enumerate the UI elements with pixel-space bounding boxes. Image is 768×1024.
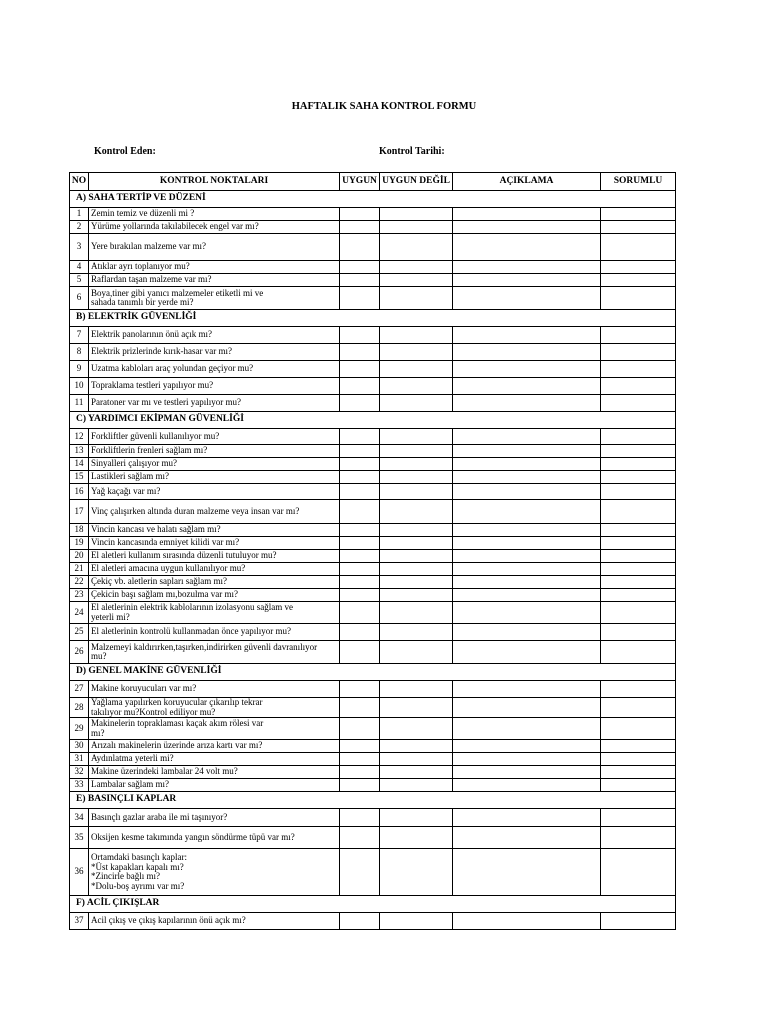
uygun-degil-cell[interactable]	[380, 718, 453, 740]
item-no: 7	[70, 327, 89, 344]
table-row	[70, 500, 676, 524]
item-no: 22	[70, 576, 89, 589]
item-no: 32	[70, 766, 89, 779]
item-text: Paratoner var mı ve testleri yapılıyor mu?	[89, 395, 340, 412]
uygun-degil-cell[interactable]	[380, 624, 453, 641]
kontrol-tarihi-label: Kontrol Tarihi:	[379, 146, 445, 157]
aciklama-cell[interactable]	[453, 274, 601, 287]
item-no: 14	[70, 458, 89, 471]
sorumlu-cell[interactable]	[601, 395, 676, 412]
aciklama-cell[interactable]	[453, 809, 601, 827]
item-text: Boya,tiner gibi yanıcı malzemeler etiketli mi ve sahada tanımlı bir yerde mi?	[89, 287, 340, 310]
table-row	[70, 378, 676, 395]
uygun-degil-cell[interactable]	[380, 576, 453, 589]
sorumlu-cell[interactable]	[601, 849, 676, 896]
uygun-cell[interactable]	[340, 779, 380, 792]
item-no: 15	[70, 471, 89, 484]
section-title: C) YARDIMCI EKİPMAN GÜVENLİĞİ	[70, 412, 676, 429]
sorumlu-cell[interactable]	[601, 589, 676, 602]
item-no: 11	[70, 395, 89, 412]
item-text: Lambalar sağlam mı?	[89, 779, 340, 792]
section-row	[70, 792, 676, 809]
sorumlu-cell[interactable]	[601, 576, 676, 589]
table-row	[70, 681, 676, 698]
sorumlu-cell[interactable]	[601, 913, 676, 930]
sorumlu-cell[interactable]	[601, 766, 676, 779]
item-no: 16	[70, 484, 89, 500]
uygun-cell[interactable]	[340, 602, 380, 624]
sorumlu-cell[interactable]	[601, 753, 676, 766]
uygun-degil-cell[interactable]	[380, 395, 453, 412]
table-row	[70, 602, 676, 624]
sorumlu-cell[interactable]	[601, 827, 676, 849]
aciklama-cell[interactable]	[453, 641, 601, 664]
item-text: Makine üzerindeki lambalar 24 volt mu?	[89, 766, 340, 779]
uygun-degil-cell[interactable]	[380, 779, 453, 792]
item-text: El aletleri kullanım sırasında düzenli tutuluyor mu?	[89, 550, 340, 563]
uygun-degil-cell[interactable]	[380, 563, 453, 576]
item-text: Acil çıkış ve çıkış kapılarının önü açık mı?	[89, 913, 340, 930]
item-no: 10	[70, 378, 89, 395]
section-title: E) BASINÇLI KAPLAR	[70, 792, 676, 809]
item-no: 1	[70, 208, 89, 221]
col-header-uygun-degil: UYGUN DEĞİL	[380, 173, 453, 191]
uygun-cell[interactable]	[340, 471, 380, 484]
uygun-degil-cell[interactable]	[380, 753, 453, 766]
table-row	[70, 524, 676, 537]
table-row	[70, 471, 676, 484]
aciklama-cell[interactable]	[453, 827, 601, 849]
uygun-degil-cell[interactable]	[380, 766, 453, 779]
uygun-cell[interactable]	[340, 395, 380, 412]
uygun-degil-cell[interactable]	[380, 327, 453, 344]
table-row	[70, 779, 676, 792]
sorumlu-cell[interactable]	[601, 344, 676, 361]
aciklama-cell[interactable]	[453, 681, 601, 698]
table-row	[70, 589, 676, 602]
item-text: El aletlerinin elektrik kablolarının izolasyonu sağlam ve yeterli mi?	[89, 602, 340, 624]
item-no: 2	[70, 221, 89, 234]
aciklama-cell[interactable]	[453, 234, 601, 261]
section-title: D) GENEL MAKİNE GÜVENLİĞİ	[70, 664, 676, 681]
item-no: 30	[70, 740, 89, 753]
uygun-degil-cell[interactable]	[380, 698, 453, 718]
uygun-cell[interactable]	[340, 718, 380, 740]
item-no: 21	[70, 563, 89, 576]
sorumlu-cell[interactable]	[601, 471, 676, 484]
uygun-degil-cell[interactable]	[380, 484, 453, 500]
table-row	[70, 718, 676, 740]
sorumlu-cell[interactable]	[601, 681, 676, 698]
uygun-degil-cell[interactable]	[380, 208, 453, 221]
aciklama-cell[interactable]	[453, 484, 601, 500]
table-row	[70, 740, 676, 753]
table-row	[70, 327, 676, 344]
table-row	[70, 274, 676, 287]
aciklama-cell[interactable]	[453, 698, 601, 718]
uygun-cell[interactable]	[340, 550, 380, 563]
uygun-cell[interactable]	[340, 458, 380, 471]
sorumlu-cell[interactable]	[601, 361, 676, 378]
aciklama-cell[interactable]	[453, 753, 601, 766]
uygun-cell[interactable]	[340, 589, 380, 602]
col-header-kontrol-noktalari: KONTROL NOKTALARI	[89, 173, 340, 191]
header-row	[70, 173, 676, 191]
item-text: El aletleri amacına uygun kullanılıyor mu?	[89, 563, 340, 576]
item-no: 37	[70, 913, 89, 930]
aciklama-cell[interactable]	[453, 445, 601, 458]
item-text: Oksijen kesme takımında yangın söndürme tüpü var mı?	[89, 827, 340, 849]
item-no: 28	[70, 698, 89, 718]
kontrol-eden-label: Kontrol Eden:	[94, 146, 156, 157]
aciklama-cell[interactable]	[453, 563, 601, 576]
section-row	[70, 664, 676, 681]
uygun-degil-cell[interactable]	[380, 287, 453, 310]
sorumlu-cell[interactable]	[601, 809, 676, 827]
table-row	[70, 344, 676, 361]
item-text: Aydınlatma yeterli mi?	[89, 753, 340, 766]
sorumlu-cell[interactable]	[601, 287, 676, 310]
item-text: Vinç çalışırken altında duran malzeme veya insan var mı?	[89, 500, 340, 524]
uygun-cell[interactable]	[340, 740, 380, 753]
uygun-cell[interactable]	[340, 827, 380, 849]
uygun-cell[interactable]	[340, 274, 380, 287]
uygun-degil-cell[interactable]	[380, 550, 453, 563]
item-no: 31	[70, 753, 89, 766]
uygun-degil-cell[interactable]	[380, 809, 453, 827]
item-no: 3	[70, 234, 89, 261]
item-text: Elektrik prizlerinde kırık-hasar var mı?	[89, 344, 340, 361]
uygun-degil-cell[interactable]	[380, 524, 453, 537]
aciklama-cell[interactable]	[453, 378, 601, 395]
section-title: B) ELEKTRİK GÜVENLİĞİ	[70, 310, 676, 327]
item-text: Makinelerin topraklaması kaçak akım rölesi var mı?	[89, 718, 340, 740]
uygun-cell[interactable]	[340, 641, 380, 664]
table-row	[70, 221, 676, 234]
uygun-cell[interactable]	[340, 698, 380, 718]
table-row	[70, 484, 676, 500]
item-no: 8	[70, 344, 89, 361]
uygun-cell[interactable]	[340, 429, 380, 445]
uygun-degil-cell[interactable]	[380, 849, 453, 896]
item-text: Yürüme yollarında takılabilecek engel var mı?	[89, 221, 340, 234]
item-no: 26	[70, 641, 89, 664]
uygun-cell[interactable]	[340, 537, 380, 550]
sorumlu-cell[interactable]	[601, 221, 676, 234]
item-no: 4	[70, 261, 89, 274]
item-no: 36	[70, 849, 89, 896]
item-no: 29	[70, 718, 89, 740]
uygun-degil-cell[interactable]	[380, 681, 453, 698]
aciklama-cell[interactable]	[453, 500, 601, 524]
item-text: Lastikleri sağlam mı?	[89, 471, 340, 484]
item-no: 27	[70, 681, 89, 698]
sorumlu-cell[interactable]	[601, 327, 676, 344]
aciklama-cell[interactable]	[453, 537, 601, 550]
sorumlu-cell[interactable]	[601, 698, 676, 718]
sorumlu-cell[interactable]	[601, 378, 676, 395]
uygun-degil-cell[interactable]	[380, 602, 453, 624]
aciklama-cell[interactable]	[453, 524, 601, 537]
table-row	[70, 576, 676, 589]
uygun-cell[interactable]	[340, 809, 380, 827]
sorumlu-cell[interactable]	[601, 602, 676, 624]
item-text: Elektrik panolarının önü açık mı?	[89, 327, 340, 344]
item-text: Uzatma kabloları araç yolundan geçiyor mu?	[89, 361, 340, 378]
uygun-degil-cell[interactable]	[380, 445, 453, 458]
aciklama-cell[interactable]	[453, 261, 601, 274]
col-header-aciklama: AÇIKLAMA	[453, 173, 601, 191]
item-text: Zemin temiz ve düzenli mi ?	[89, 208, 340, 221]
uygun-cell[interactable]	[340, 563, 380, 576]
item-no: 35	[70, 827, 89, 849]
uygun-degil-cell[interactable]	[380, 361, 453, 378]
uygun-cell[interactable]	[340, 766, 380, 779]
uygun-cell[interactable]	[340, 624, 380, 641]
section-title: A) SAHA TERTİP VE DÜZENİ	[70, 191, 676, 208]
uygun-degil-cell[interactable]	[380, 234, 453, 261]
aciklama-cell[interactable]	[453, 718, 601, 740]
item-no: 13	[70, 445, 89, 458]
table-row	[70, 261, 676, 274]
sorumlu-cell[interactable]	[601, 234, 676, 261]
uygun-cell[interactable]	[340, 753, 380, 766]
uygun-cell[interactable]	[340, 327, 380, 344]
sorumlu-cell[interactable]	[601, 484, 676, 500]
uygun-degil-cell[interactable]	[380, 458, 453, 471]
uygun-degil-cell[interactable]	[380, 827, 453, 849]
aciklama-cell[interactable]	[453, 429, 601, 445]
uygun-cell[interactable]	[340, 913, 380, 930]
table-row	[70, 537, 676, 550]
uygun-cell[interactable]	[340, 261, 380, 274]
aciklama-cell[interactable]	[453, 395, 601, 412]
table-row	[70, 698, 676, 718]
item-text: Raflardan taşan malzeme var mı?	[89, 274, 340, 287]
aciklama-cell[interactable]	[453, 589, 601, 602]
aciklama-cell[interactable]	[453, 221, 601, 234]
aciklama-cell[interactable]	[453, 576, 601, 589]
sorumlu-cell[interactable]	[601, 624, 676, 641]
aciklama-cell[interactable]	[453, 779, 601, 792]
item-text: Makine koruyucuları var mı?	[89, 681, 340, 698]
item-text: Vincin kancası ve halatı sağlam mı?	[89, 524, 340, 537]
section-row	[70, 310, 676, 327]
aciklama-cell[interactable]	[453, 344, 601, 361]
form-title: HAFTALIK SAHA KONTROL FORMU	[291, 101, 477, 112]
table-row	[70, 753, 676, 766]
uygun-degil-cell[interactable]	[380, 261, 453, 274]
sorumlu-cell[interactable]	[601, 274, 676, 287]
table-row	[70, 361, 676, 378]
sorumlu-cell[interactable]	[601, 718, 676, 740]
uygun-degil-cell[interactable]	[380, 378, 453, 395]
sorumlu-cell[interactable]	[601, 429, 676, 445]
sorumlu-cell[interactable]	[601, 524, 676, 537]
uygun-cell[interactable]	[340, 484, 380, 500]
item-no: 33	[70, 779, 89, 792]
item-text: Atıklar ayrı toplanıyor mu?	[89, 261, 340, 274]
uygun-degil-cell[interactable]	[380, 471, 453, 484]
item-text: Arızalı makinelerin üzerinde arıza kartı var mı?	[89, 740, 340, 753]
uygun-degil-cell[interactable]	[380, 589, 453, 602]
item-no: 12	[70, 429, 89, 445]
table-row	[70, 550, 676, 563]
uygun-cell[interactable]	[340, 208, 380, 221]
uygun-cell[interactable]	[340, 445, 380, 458]
uygun-cell[interactable]	[340, 524, 380, 537]
aciklama-cell[interactable]	[453, 913, 601, 930]
table-row	[70, 445, 676, 458]
uygun-degil-cell[interactable]	[380, 500, 453, 524]
uygun-cell[interactable]	[340, 234, 380, 261]
uygun-degil-cell[interactable]	[380, 221, 453, 234]
control-form-table	[69, 172, 676, 930]
aciklama-cell[interactable]	[453, 361, 601, 378]
table-row	[70, 563, 676, 576]
uygun-degil-cell[interactable]	[380, 537, 453, 550]
table-row	[70, 766, 676, 779]
item-text: El aletlerinin kontrolü kullanmadan önce yapılıyor mu?	[89, 624, 340, 641]
sorumlu-cell[interactable]	[601, 740, 676, 753]
table-row	[70, 624, 676, 641]
uygun-degil-cell[interactable]	[380, 429, 453, 445]
section-row	[70, 191, 676, 208]
item-text: Topraklama testleri yapılıyor mu?	[89, 378, 340, 395]
uygun-cell[interactable]	[340, 287, 380, 310]
item-no: 6	[70, 287, 89, 310]
item-text: Yere bırakılan malzeme var mı?	[89, 234, 340, 261]
aciklama-cell[interactable]	[453, 327, 601, 344]
uygun-degil-cell[interactable]	[380, 274, 453, 287]
item-no: 24	[70, 602, 89, 624]
uygun-degil-cell[interactable]	[380, 641, 453, 664]
item-text: Basınçlı gazlar araba ile mi taşınıyor?	[89, 809, 340, 827]
uygun-degil-cell[interactable]	[380, 913, 453, 930]
table-row	[70, 913, 676, 930]
item-no: 23	[70, 589, 89, 602]
item-text: Malzemeyi kaldırırken,taşırken,indirirken güvenli davranılıyor mu?	[89, 641, 340, 664]
table-row	[70, 458, 676, 471]
item-text: Vincin kancasında emniyet kilidi var mı?	[89, 537, 340, 550]
sorumlu-cell[interactable]	[601, 500, 676, 524]
col-header-no: NO	[70, 173, 89, 191]
aciklama-cell[interactable]	[453, 766, 601, 779]
item-no: 17	[70, 500, 89, 524]
table-row	[70, 849, 676, 896]
aciklama-cell[interactable]	[453, 208, 601, 221]
aciklama-cell[interactable]	[453, 602, 601, 624]
col-header-uygun: UYGUN	[340, 173, 380, 191]
aciklama-cell[interactable]	[453, 550, 601, 563]
aciklama-cell[interactable]	[453, 624, 601, 641]
item-text: Forkliftler güvenli kullanılıyor mu?	[89, 429, 340, 445]
item-text: Sinyalleri çalışıyor mu?	[89, 458, 340, 471]
table-row	[70, 234, 676, 261]
item-no: 18	[70, 524, 89, 537]
aciklama-cell[interactable]	[453, 471, 601, 484]
sorumlu-cell[interactable]	[601, 641, 676, 664]
table-row	[70, 429, 676, 445]
item-no: 5	[70, 274, 89, 287]
section-title: F) ACİL ÇIKIŞLAR	[70, 896, 676, 913]
section-row	[70, 412, 676, 429]
uygun-cell[interactable]	[340, 500, 380, 524]
table-row	[70, 809, 676, 827]
uygun-cell[interactable]	[340, 344, 380, 361]
sorumlu-cell[interactable]	[601, 261, 676, 274]
sorumlu-cell[interactable]	[601, 458, 676, 471]
item-no: 25	[70, 624, 89, 641]
section-row	[70, 896, 676, 913]
sorumlu-cell[interactable]	[601, 537, 676, 550]
item-text: Yağlama yapılırken koruyucular çıkarılıp tekrar takılıyor mu?Kontrol ediliyor mu?	[89, 698, 340, 718]
item-text: Forkliftlerin frenleri sağlam mı?	[89, 445, 340, 458]
uygun-cell[interactable]	[340, 221, 380, 234]
uygun-cell[interactable]	[340, 681, 380, 698]
item-text: Ortamdaki basınçlı kaplar: *Üst kapakları kapalı mı? *Zincirle bağlı mı? *Dolu-boş ayrımı var mı?	[89, 849, 340, 896]
item-text: Çekicin başı sağlam mı,bozulma var mı?	[89, 589, 340, 602]
table-row	[70, 827, 676, 849]
aciklama-cell[interactable]	[453, 458, 601, 471]
aciklama-cell[interactable]	[453, 849, 601, 896]
item-no: 34	[70, 809, 89, 827]
col-header-sorumlu: SORUMLU	[601, 173, 676, 191]
uygun-cell[interactable]	[340, 849, 380, 896]
sorumlu-cell[interactable]	[601, 208, 676, 221]
uygun-cell[interactable]	[340, 576, 380, 589]
sorumlu-cell[interactable]	[601, 550, 676, 563]
sorumlu-cell[interactable]	[601, 445, 676, 458]
table-row	[70, 208, 676, 221]
sorumlu-cell[interactable]	[601, 779, 676, 792]
uygun-degil-cell[interactable]	[380, 740, 453, 753]
table-row	[70, 641, 676, 664]
uygun-cell[interactable]	[340, 361, 380, 378]
sorumlu-cell[interactable]	[601, 563, 676, 576]
aciklama-cell[interactable]	[453, 740, 601, 753]
aciklama-cell[interactable]	[453, 287, 601, 310]
item-text: Çekiç vb. aletlerin sapları sağlam mı?	[89, 576, 340, 589]
form-body	[70, 191, 676, 930]
uygun-degil-cell[interactable]	[380, 344, 453, 361]
uygun-cell[interactable]	[340, 378, 380, 395]
table-row	[70, 395, 676, 412]
table-row	[70, 287, 676, 310]
item-no: 20	[70, 550, 89, 563]
item-text: Yağ kaçağı var mı?	[89, 484, 340, 500]
item-no: 9	[70, 361, 89, 378]
item-no: 19	[70, 537, 89, 550]
